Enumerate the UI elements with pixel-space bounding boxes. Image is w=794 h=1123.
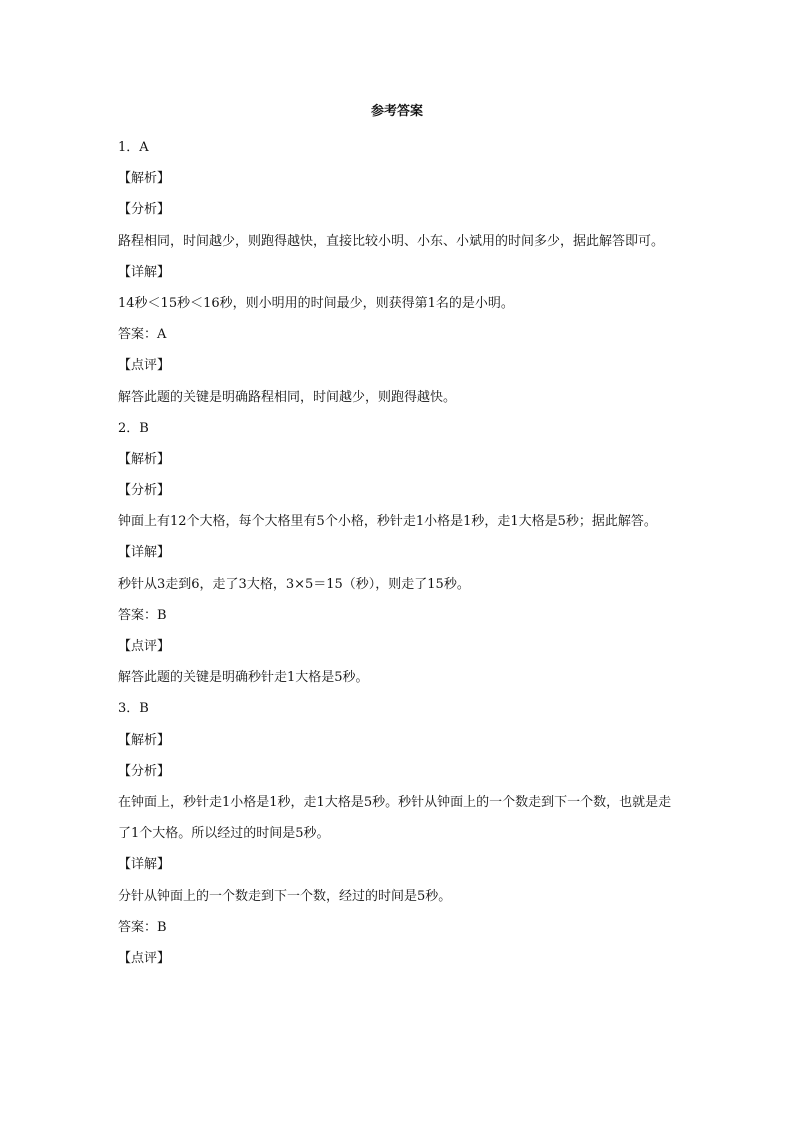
text-line: 答案：A: [118, 327, 167, 343]
section-tag: 【点评】: [118, 639, 171, 655]
section-tag: 【详解】: [118, 857, 171, 873]
question-number: 3．B: [118, 701, 149, 717]
section-tag: 【分析】: [118, 483, 171, 499]
section-tag: 【详解】: [118, 545, 171, 561]
section-tag: 【分析】: [118, 202, 171, 218]
section-tag: 【点评】: [118, 950, 171, 966]
question-number: 2．B: [118, 420, 149, 436]
text-line: 答案：B: [118, 919, 167, 935]
section-tag: 【点评】: [118, 358, 171, 374]
text-paragraph: 路程相同，时间越少，则跑得越快，直接比较小明、小东、小斌用的时间多少，据此解答即可。: [118, 233, 665, 249]
section-tag: 【解析】: [118, 732, 171, 748]
text-line: 秒针从3走到6，走了3大格，3×5＝15（秒），则走了15秒。: [118, 576, 470, 592]
text-line: 14秒＜15秒＜16秒，则小明用的时间最少，则获得第1名的是小明。: [118, 295, 514, 311]
text-line: 解答此题的关键是明确路程相同，时间越少，则跑得越快。: [118, 389, 457, 405]
section-tag: 【解析】: [118, 171, 171, 187]
question-number: 1．A: [118, 140, 149, 155]
text-line: 解答此题的关键是明确秒针走1大格是5秒。: [118, 670, 369, 686]
text-line: 答案：B: [118, 607, 167, 623]
text-paragraph: 钟面上有12个大格，每个大格里有5个小格，秒针走1小格是1秒，走1大格是5秒；据此解答。: [118, 514, 657, 530]
text-line: 分针从钟面上的一个数走到下一个数，经过的时间是5秒。: [118, 888, 452, 904]
text-paragraph: 在钟面上，秒针走1小格是1秒，走1大格是5秒。秒针从钟面上的一个数走到下一个数，也就是走了1个大格。所以经过的时间是5秒。: [118, 794, 672, 842]
section-tag: 【解析】: [118, 451, 171, 467]
answer-content: [118, 132, 678, 974]
section-tag: 【详解】: [118, 264, 171, 280]
page-title: 参考答案: [370, 104, 423, 119]
section-tag: 【分析】: [118, 763, 171, 779]
